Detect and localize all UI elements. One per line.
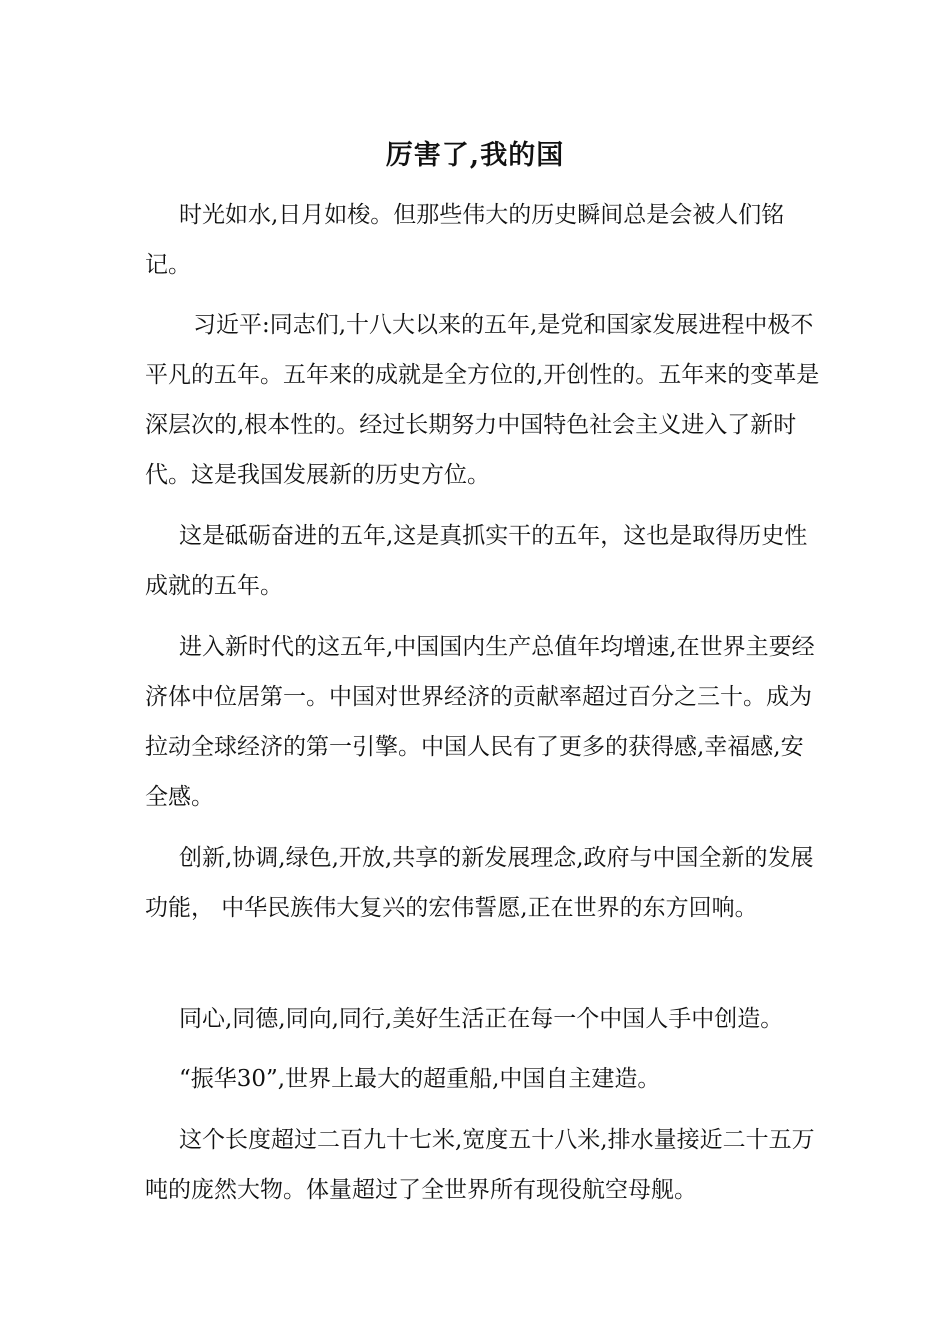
paragraph-1: 时光如水,日月如梭。但那些伟大的历史瞬间总是会被人们铭记。 — [145, 202, 785, 278]
paragraph-8: 这个长度超过二百九十七米,宽度五十八米,排水量接近二十五万吨的庞然大物。体量超过了全世界所有现役航空母舰。 — [145, 1127, 815, 1203]
paragraph-3: 这是砥砺奋进的五年,这是真抓实干的五年，这也是取得历史性成就的五年。 — [145, 523, 808, 599]
paragraph-4: 进入新时代的这五年,中国国内生产总值年均增速,在世界主要经济体中位居第一。中国对世界经济的贡献率超过百分之三十。成为拉动全球经济的第一引擎。中国人民有了更多的获得感,幸福感,安全感。 — [145, 634, 815, 810]
paragraph-6: 同心,同德,同向,同行,美好生活正在每一个中国人手中创造。 — [179, 1006, 784, 1032]
paragraph-2: 习近平:同志们,十八大以来的五年,是党和国家发展进程中极不平凡的五年。五年来的成就是全方位的,开创性的。五年来的变革是深层次的,根本性的。经过长期努力中国特色社会主义进入了新时代。这是我国发展新的历史方位。 — [145, 312, 820, 488]
paragraph-7: “振华30”,世界上最大的超重船,中国自主建造。 — [179, 1066, 661, 1092]
paragraph-5: 创新,协调,绿色,开放,共享的新发展理念,政府与中国全新的发展功能， 中华民族伟大复兴的宏伟誓愿,正在世界的东方回响。 — [145, 845, 814, 921]
document-title: 厉害了,我的国 — [385, 140, 565, 171]
